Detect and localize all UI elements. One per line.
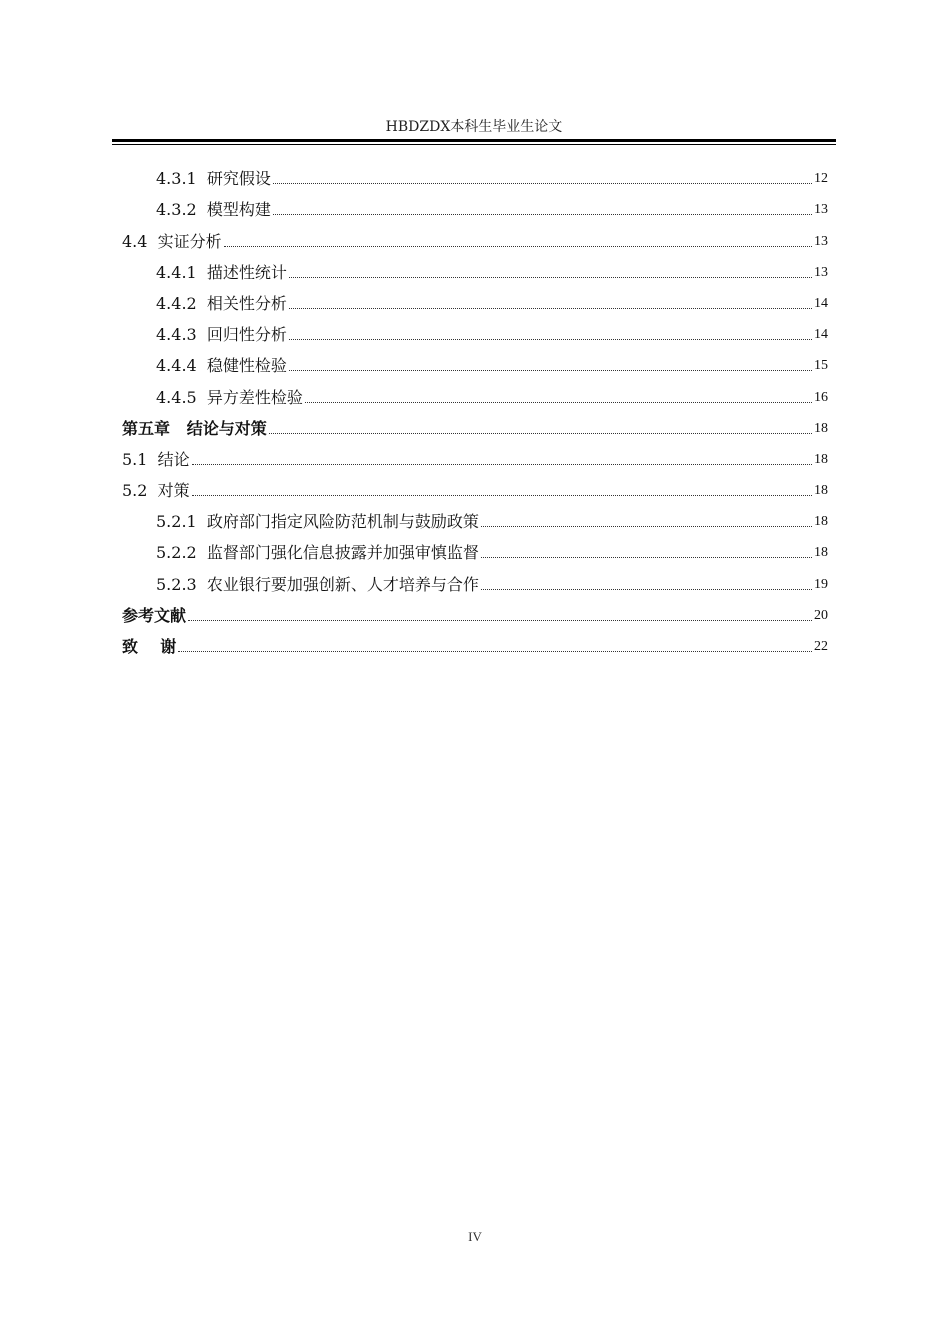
toc-entry[interactable]	[122, 283, 828, 314]
toc-leader-dots	[178, 650, 812, 652]
toc-leader-dots	[289, 307, 812, 309]
toc-entry[interactable]	[122, 189, 828, 220]
toc-entry-title: 参考文献	[122, 605, 187, 625]
toc-leader-dots	[481, 525, 812, 527]
toc-entry[interactable]	[122, 408, 828, 439]
toc-entry-page: 18	[814, 420, 828, 436]
toc-leader-dots	[269, 432, 812, 434]
toc-entry[interactable]	[122, 345, 828, 376]
toc-entry-title: 5.2 对策	[122, 481, 190, 501]
page-header-title: HBDZDX本科生毕业生论文	[385, 119, 563, 135]
toc-entry-title: 第五章 结论与对策	[122, 418, 267, 438]
toc-entry-title: 5.2.1 政府部门指定风险防范机制与鼓励政策	[156, 512, 479, 532]
toc-entry-page: 13	[814, 202, 828, 218]
toc-leader-dots	[305, 401, 812, 403]
toc-entry-title: 致 谢	[122, 637, 177, 656]
toc-entry-page: 13	[814, 233, 828, 249]
toc-entry-page: 18	[814, 514, 828, 530]
toc-leader-dots	[224, 245, 812, 247]
toc-entry-page: 15	[814, 358, 828, 374]
toc-entry-page: 18	[814, 545, 828, 561]
toc-entry[interactable]	[122, 532, 828, 563]
toc-entry-page: 19	[814, 576, 828, 592]
toc-leader-dots	[192, 494, 812, 496]
toc-leader-dots	[481, 588, 812, 590]
toc-leader-dots	[289, 369, 812, 371]
toc-entry[interactable]	[122, 595, 828, 626]
page-number: IV	[468, 1229, 482, 1244]
toc-entry-page: 14	[814, 327, 828, 343]
toc-leader-dots	[273, 182, 812, 184]
toc-entry-title: 5.2.3 农业银行要加强创新、人才培养与合作	[156, 574, 479, 594]
toc-entry-title: 4.4.3 回归性分析	[156, 325, 287, 345]
toc-entry[interactable]	[122, 252, 828, 283]
toc-entry-page: 20	[814, 607, 828, 623]
toc-entry[interactable]	[122, 501, 828, 532]
toc-leader-dots	[481, 556, 812, 558]
toc-entry[interactable]	[122, 376, 828, 407]
toc-entry-title: 5.1 结论	[122, 449, 190, 469]
toc-entry-page: 16	[814, 389, 828, 405]
toc-entry-page: 22	[814, 639, 828, 654]
toc-entry-page: 14	[814, 295, 828, 311]
toc-entry[interactable]	[122, 439, 828, 470]
header-rule-thin	[112, 144, 836, 145]
toc-leader-dots	[289, 276, 812, 278]
toc-leader-dots	[289, 338, 812, 340]
toc-entry-title: 4.3.1 研究假设	[156, 169, 271, 189]
header-rule-thick	[112, 139, 836, 142]
toc-entry-page: 12	[814, 171, 828, 187]
toc-entry[interactable]	[122, 626, 828, 657]
toc-leader-dots	[188, 619, 812, 621]
toc-entry[interactable]	[122, 220, 828, 251]
toc-leader-dots	[273, 213, 812, 215]
toc-entry-title: 4.4 实证分析	[122, 231, 222, 251]
toc-entry-title: 4.4.2 相关性分析	[156, 293, 287, 313]
toc-entry[interactable]	[122, 563, 828, 594]
toc-entry-title: 5.2.2 监督部门强化信息披露并加强审慎监督	[156, 543, 479, 563]
toc-entry[interactable]	[122, 158, 828, 189]
toc-entry-title: 4.4.1 描述性统计	[156, 262, 287, 282]
toc-entry-page: 18	[814, 451, 828, 467]
toc-entry[interactable]	[122, 470, 828, 501]
toc-entry-title: 4.4.5 异方差性检验	[156, 387, 303, 407]
toc-entry-page: 13	[814, 264, 828, 280]
toc-entry-title: 4.3.2 模型构建	[156, 200, 271, 220]
toc-entry-title: 4.4.4 稳健性检验	[156, 356, 287, 376]
toc-entry[interactable]	[122, 314, 828, 345]
table-of-contents	[122, 158, 828, 657]
toc-leader-dots	[192, 463, 812, 465]
toc-entry-page: 18	[814, 483, 828, 499]
